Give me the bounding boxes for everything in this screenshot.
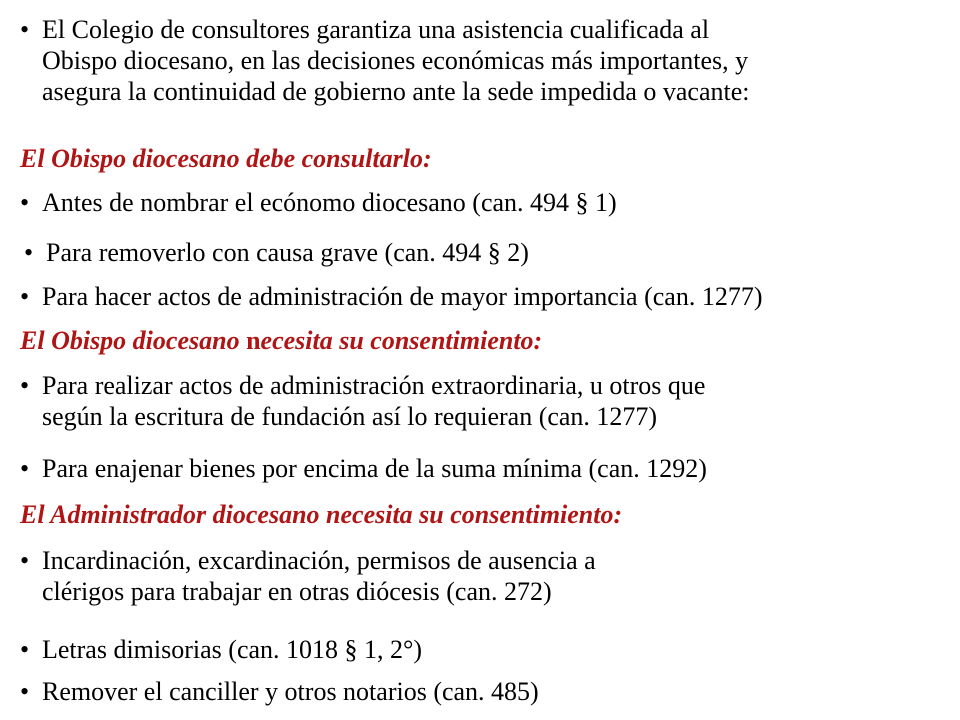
list-item [20,370,705,432]
section2-heading [20,325,542,356]
bullet-icon: • [20,282,30,311]
section2-heading-part3: ecesita su consentimiento: [260,326,543,355]
bullet-icon: • [20,188,30,217]
list-item [20,187,617,218]
section2-item-1-line-1: Para realizar actos de administración extraordinaria, u otros que [42,371,706,400]
section3-item-1-line-1: Incardinación, excardinación, permisos de ausencia a [42,546,596,575]
list-item [20,545,596,607]
bullet-icon: • [20,546,30,575]
bullet-icon: • [20,15,30,44]
section3-item-2: Letras dimisorias (can. 1018 § 1, 2°) [42,635,423,664]
section3-item-3: Remover el canciller y otros notarios (can. 485) [42,677,539,706]
intro-line-1: El Colegio de consultores garantiza una asistencia cualificada al [42,15,710,44]
bullet-icon: • [20,454,30,483]
list-item [20,676,539,707]
list-item [20,634,422,665]
section3-item-1-line-2: clérigos para trabajar en otras diócesis (can. 272) [42,577,552,606]
section2-item-2: Para enajenar bienes por encima de la suma mínima (can. 1292) [42,454,707,483]
section2-heading-part1: El Obispo diocesano [20,326,247,355]
intro-paragraph [20,14,750,107]
section1-item-3: Para hacer actos de administración de mayor importancia (can. 1277) [42,282,763,311]
intro-line-2: Obispo diocesano, en las decisiones económicas más importantes, y [42,46,749,75]
section1-item-1: Antes de nombrar el ecónomo diocesano (can. 494 § 1) [42,188,617,217]
section2-heading-part2: n [246,326,261,355]
bullet-icon: • [20,635,30,664]
intro-line-3: asegura la continuidad de gobierno ante la sede impedida o vacante: [42,77,750,106]
bullet-icon: • [24,238,34,267]
list-item [20,281,762,312]
section1-heading: El Obispo diocesano debe consultarlo: [20,144,432,173]
section3-heading: El Administrador diocesano necesita su consentimiento: [20,500,623,529]
list-item [24,237,529,268]
bullet-icon: • [20,677,30,706]
section2-item-1-line-2: según la escritura de fundación así lo requieran (can. 1277) [42,402,658,431]
bullet-icon: • [20,371,30,400]
section1-item-2: Para removerlo con causa grave (can. 494 § 2) [46,238,529,267]
list-item [20,453,707,484]
